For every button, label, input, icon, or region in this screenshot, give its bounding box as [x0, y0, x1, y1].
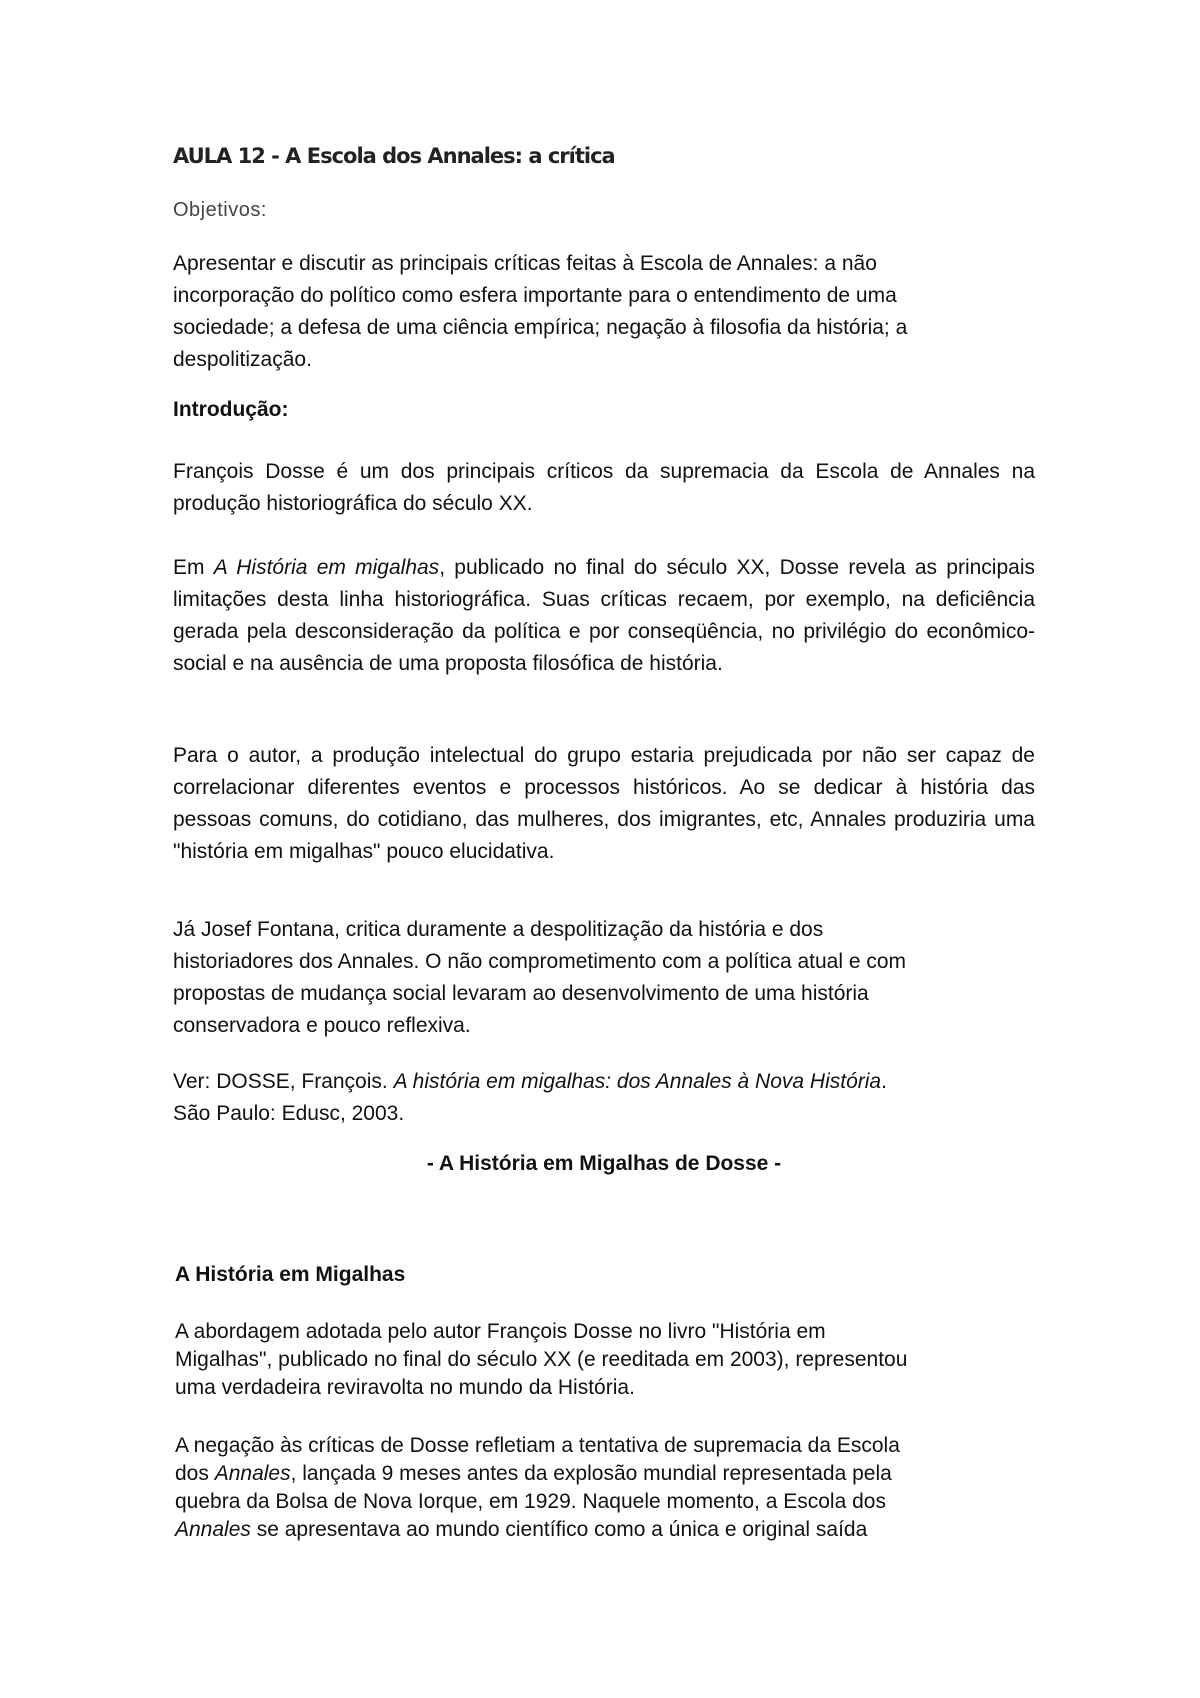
negacao-line: quebra da Bolsa de Nova Iorque, em 1929. Naquele momento, a Escola dos [175, 1490, 886, 1513]
introducao-heading: Introdução: [173, 398, 289, 421]
objetivos-line: Apresentar e discutir as principais críticas feitas à Escola de Annales: a não [173, 252, 877, 275]
abordagem-line: uma verdadeira reviravolta no mundo da História. [175, 1376, 635, 1399]
paragraph-abordagem [175, 1318, 1037, 1402]
abordagem-line: Migalhas", publicado no final do século XX (e reeditada em 2003), representou [175, 1348, 908, 1371]
reference-paragraph [173, 1066, 1035, 1130]
fontana-line: Já Josef Fontana, critica duramente a despolitização da história e dos [173, 918, 824, 941]
objetivos-heading: Objetivos: [173, 199, 267, 221]
objetivos-line: incorporação do político como esfera importante para o entendimento de uma [173, 284, 897, 307]
page-title: AULA 12 - A Escola dos Annales: a crítica [173, 144, 615, 168]
negacao-line: A negação às críticas de Dosse refletiam a tentativa de supremacia da Escola [175, 1434, 900, 1457]
text-run: se apresentava ao mundo científico como a única e original saída [250, 1518, 868, 1541]
objetivos-line: sociedade; a defesa de uma ciência empírica; negação à filosofia da história; a [173, 316, 908, 339]
book-title-italic: A História em migalhas [213, 556, 440, 579]
fontana-line: conservadora e pouco reflexiva. [173, 1014, 471, 1037]
fontana-line: propostas de mudança social levaram ao desenvolvimento de uma história [173, 982, 869, 1005]
reference-line-2: São Paulo: Edusc, 2003. [173, 1102, 405, 1125]
objetivos-paragraph [173, 248, 1035, 376]
negacao-line [175, 1460, 1037, 1488]
section-heading-migalhas: A História em Migalhas [175, 1263, 406, 1286]
annales-italic: Annales [175, 1518, 251, 1541]
fontana-line: historiadores dos Annales. O não comprometimento com a política atual e com [173, 950, 907, 973]
text-run: . [881, 1070, 887, 1093]
negacao-line [175, 1516, 1037, 1544]
text-run: , lançada 9 meses antes da explosão mundial representada pela [290, 1462, 892, 1485]
paragraph-dosse-intro: François Dosse é um dos principais críticos da supremacia da Escola de Annales na produção historiográfica do século XX. [173, 460, 1035, 515]
text-run: Ver: DOSSE, François. [173, 1070, 394, 1093]
reference-line-1 [173, 1066, 1035, 1098]
objetivos-line: despolitização. [173, 348, 312, 371]
abordagem-line: A abordagem adotada pelo autor François Dosse no livro "História em [175, 1320, 826, 1343]
text-run: dos [175, 1462, 215, 1485]
section-heading-centered: - A História em Migalhas de Dosse - [426, 1152, 782, 1175]
text-run: , publicado no final do século XX, Dosse revela as principais limitações desta linha historiográfica. Suas críticas recaem, por exemplo, na deficiência gerada pela desconsideração da política e por conseqüência, no privilégio do econômico-social e na ausência de uma proposta filosófica de história. [173, 556, 1035, 675]
paragraph-autor-critica: Para o autor, a produção intelectual do grupo estaria prejudicada por não ser capaz de correlacionar diferentes eventos e processos históricos. Ao se dedicar à história das pessoas comuns, do cotidiano, das mulheres, dos imigrantes, etc, Annales produziria uma "história em migalhas" pouco elucidativa. [173, 744, 1035, 863]
paragraph-fontana [173, 914, 1035, 1042]
reference-title-italic: A história em migalhas: dos Annales à Nova História [393, 1070, 882, 1093]
text-run: Em [173, 556, 214, 579]
paragraph-negacao [175, 1432, 1037, 1544]
paragraph-historia-em-migalhas [173, 552, 1035, 680]
annales-italic: Annales [214, 1462, 291, 1485]
